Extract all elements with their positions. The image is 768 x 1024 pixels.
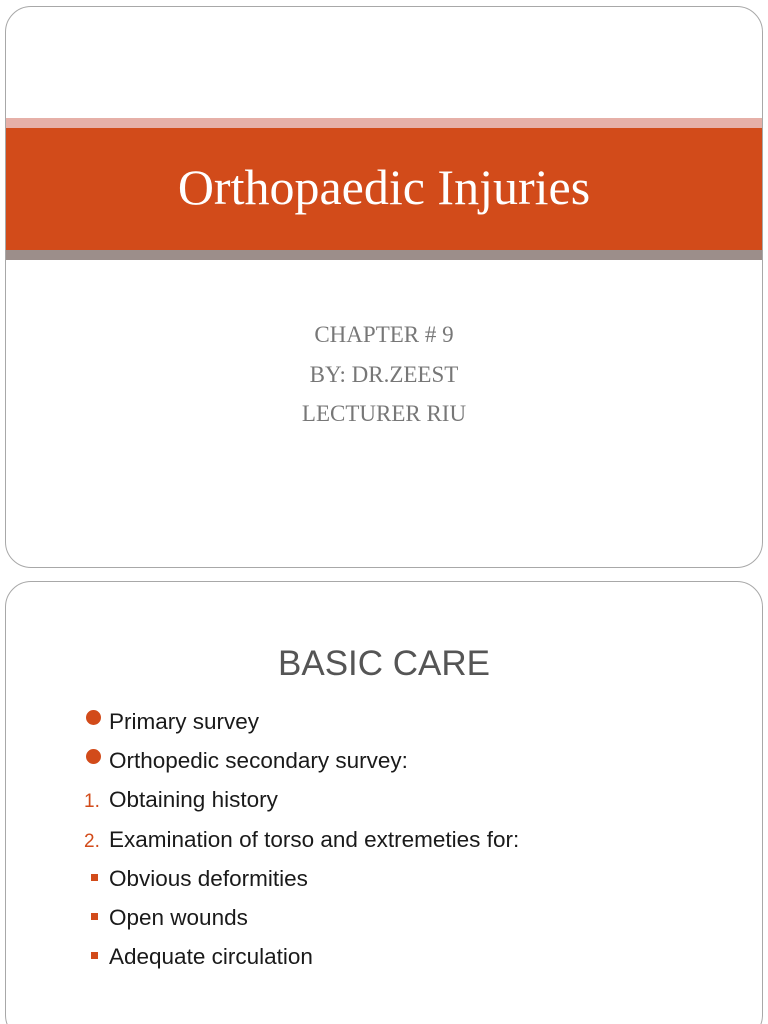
bullet-text: Orthopedic secondary survey: xyxy=(109,747,408,773)
bullet-item xyxy=(84,781,519,820)
bullet-square-icon xyxy=(84,905,109,931)
bullet-text: Obvious deformities xyxy=(109,865,308,891)
subtitle-author: BY: DR.ZEEST xyxy=(309,361,459,387)
title-band-main xyxy=(6,128,762,250)
bullet-item xyxy=(84,938,519,977)
bullet-item xyxy=(84,702,519,741)
square-icon xyxy=(91,874,98,881)
bullet-dot-icon xyxy=(84,709,109,735)
bullet-square-icon xyxy=(84,866,109,892)
square-icon xyxy=(91,952,98,959)
bullet-text: Primary survey xyxy=(109,708,260,734)
dot-icon xyxy=(86,710,101,725)
dot-icon xyxy=(86,749,101,764)
content-slide xyxy=(5,581,763,1024)
list-number: 1. xyxy=(84,791,100,813)
square-icon xyxy=(91,913,98,920)
subtitle-chapter: CHAPTER # 9 xyxy=(314,322,454,347)
bullet-list xyxy=(84,702,519,977)
bullet-item xyxy=(84,741,519,780)
content-slide-title: BASIC CARE xyxy=(278,644,490,683)
bullet-item xyxy=(84,820,519,859)
title-band-top-stripe xyxy=(6,118,762,128)
list-number: 2. xyxy=(84,830,100,852)
bullet-dot-icon xyxy=(84,748,109,774)
subtitle-block xyxy=(6,315,762,434)
bullet-item xyxy=(84,859,519,898)
bullet-text: Open wounds xyxy=(109,905,248,931)
bullet-number xyxy=(84,827,109,853)
slide-title: Orthopaedic Injuries xyxy=(177,159,591,215)
bullet-number xyxy=(84,787,109,813)
bullet-square-icon xyxy=(84,944,109,970)
subtitle-role: LECTURER RIU xyxy=(301,401,467,426)
bullet-text: Adequate circulation xyxy=(109,944,313,970)
title-band-bottom-stripe xyxy=(6,250,762,260)
title-band xyxy=(6,118,762,260)
title-slide xyxy=(5,6,763,568)
bullet-text: Examination of torso and extremeties for: xyxy=(109,826,520,852)
bullet-text: Obtaining history xyxy=(109,787,278,813)
bullet-item xyxy=(84,898,519,937)
